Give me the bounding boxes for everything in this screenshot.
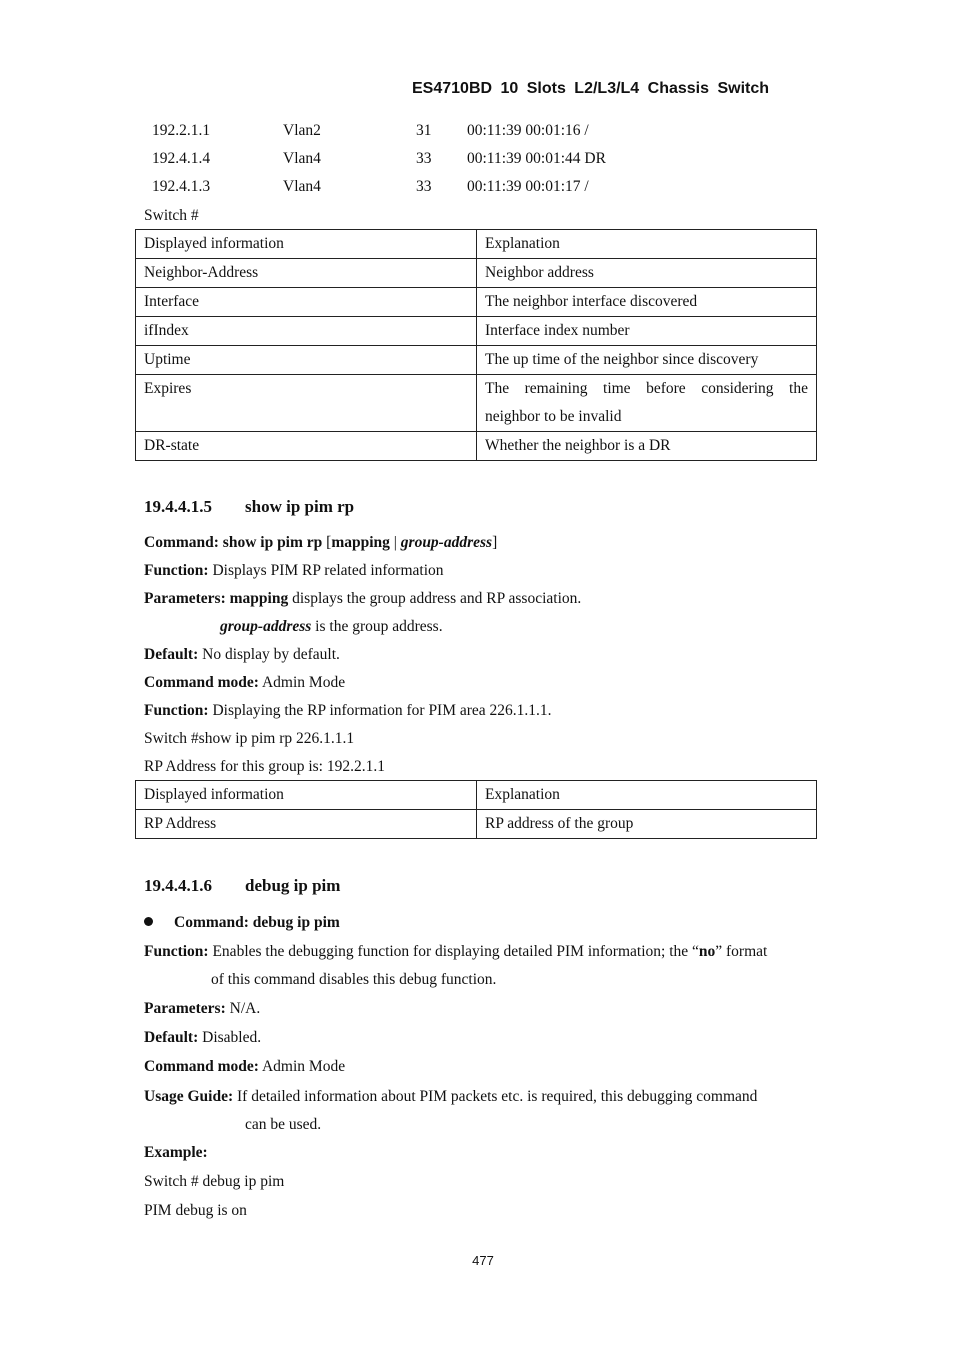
function-paragraph-cont: of this command disables this debug function.	[211, 971, 497, 988]
function-line: Function: Displays PIM RP related information	[144, 562, 444, 579]
table-cell: The remaining time before considering the neighbor to be invalid	[477, 375, 817, 432]
cli-line: Switch # debug ip pim	[144, 1173, 285, 1190]
usage-guide-paragraph: Usage Guide: If detailed information about PIM packets etc. is required, this debugging command	[144, 1088, 758, 1105]
section-number: 19.4.4.1.5	[144, 497, 212, 516]
table-cell: Interface index number	[477, 317, 817, 346]
default-line: Default: No display by default.	[144, 646, 340, 663]
section-heading	[144, 497, 354, 517]
neighbor-row: 192.4.1.3 Vlan4 33 00:11:39 00:01:17 /	[152, 178, 589, 195]
section-title: show ip pim rp	[245, 497, 355, 516]
table-row	[136, 346, 817, 375]
table-cell: Uptime	[136, 346, 477, 375]
cli-line: Switch #show ip pim rp 226.1.1.1	[144, 730, 355, 747]
table-header-cell: Explanation	[477, 230, 817, 259]
parameters-line-2: group-address is the group address.	[220, 618, 443, 635]
page-number: 477	[472, 1253, 494, 1268]
cli-prompt: Switch #	[144, 207, 199, 224]
parameters-line: Parameters: N/A.	[144, 1000, 261, 1017]
command-mode-line: Command mode: Admin Mode	[144, 674, 346, 691]
table-cell: Neighbor-Address	[136, 259, 477, 288]
table-row	[136, 810, 817, 839]
table-row	[136, 375, 817, 432]
example-label: Example:	[144, 1144, 208, 1161]
table-header-row	[136, 781, 817, 810]
section-title: debug ip pim	[245, 876, 341, 895]
section-number: 19.4.4.1.6	[144, 876, 212, 895]
bullet-icon	[144, 917, 153, 926]
table-cell: Whether the neighbor is a DR	[477, 432, 817, 461]
table-cell: The up time of the neighbor since discovery	[477, 346, 817, 375]
usage-guide-cont: can be used.	[245, 1116, 322, 1133]
neighbor-fields-table	[135, 229, 817, 461]
default-line: Default: Disabled.	[144, 1029, 262, 1046]
table-cell: Neighbor address	[477, 259, 817, 288]
table-header-cell: Displayed information	[136, 781, 477, 810]
table-cell: DR-state	[136, 432, 477, 461]
table-cell: The neighbor interface discovered	[477, 288, 817, 317]
table-header-row	[136, 230, 817, 259]
function-paragraph: Function: Enables the debugging function for displaying detailed PIM information; the “no” format	[144, 943, 768, 960]
table-row	[136, 317, 817, 346]
table-cell: RP Address	[136, 810, 477, 839]
table-row	[136, 432, 817, 461]
parameters-line: Parameters: mapping displays the group address and RP association.	[144, 590, 582, 607]
table-header-cell: Explanation	[477, 781, 817, 810]
section-heading	[144, 876, 340, 896]
table-cell: ifIndex	[136, 317, 477, 346]
cli-line: RP Address for this group is: 192.2.1.1	[144, 758, 385, 775]
cli-line: PIM debug is on	[144, 1202, 247, 1219]
rp-fields-table	[135, 780, 817, 839]
bullet-item: Command: debug ip pim	[144, 914, 340, 932]
command-mode-line: Command mode: Admin Mode	[144, 1058, 346, 1075]
table-row	[136, 259, 817, 288]
table-row	[136, 288, 817, 317]
neighbor-row: 192.2.1.1 Vlan2 31 00:11:39 00:01:16 /	[152, 122, 589, 139]
command-syntax: Command: show ip pim rp [mapping | group-address]	[144, 534, 498, 551]
table-cell: Interface	[136, 288, 477, 317]
table-header-cell: Displayed information	[136, 230, 477, 259]
table-cell: Expires	[136, 375, 477, 432]
page-header-title: ES4710BD 10 Slots L2/L3/L4 Chassis Switch	[412, 80, 770, 97]
neighbor-row: 192.4.1.4 Vlan4 33 00:11:39 00:01:44 DR	[152, 150, 606, 167]
example-function-line: Function: Displaying the RP information for PIM area 226.1.1.1.	[144, 702, 552, 719]
table-cell: RP address of the group	[477, 810, 817, 839]
